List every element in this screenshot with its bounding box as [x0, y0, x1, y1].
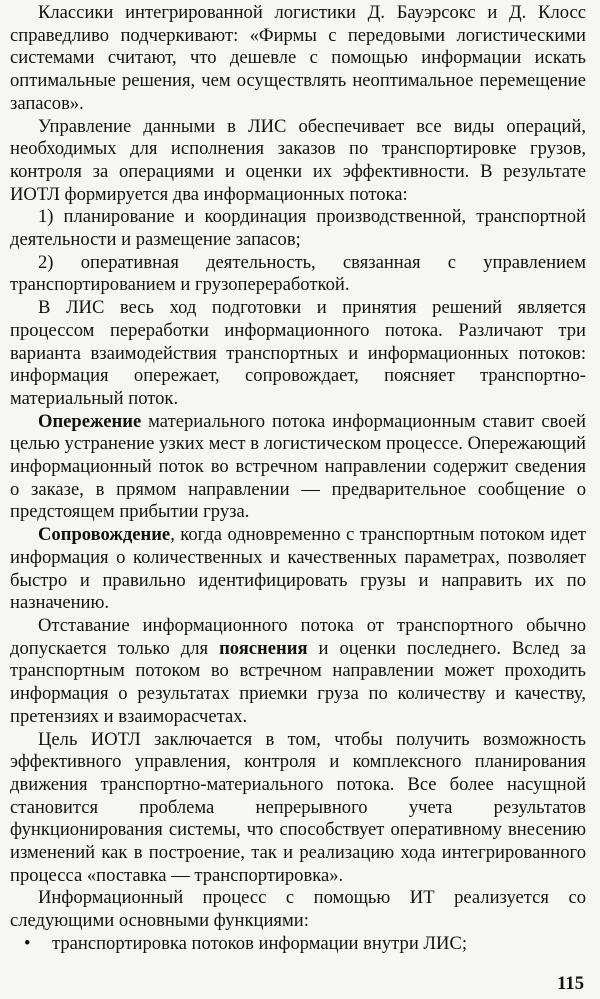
paragraph-6 — [10, 411, 586, 525]
term-opережение: Опережение — [38, 410, 142, 432]
paragraph-10: Информационный процесс с помощью ИТ реализуется со следующими основными функциями: — [10, 887, 586, 932]
paragraph-7 — [10, 524, 586, 615]
list-item-text: транспортировка потоков информации внутри ЛИС; — [52, 932, 468, 954]
bullet-mark: • — [24, 932, 31, 954]
paragraph-8 — [10, 615, 586, 729]
paragraph-7-text: , когда одновременно с транспортным потоком идет информация о количественных и качественных параметрах, позволяет быстро и правильно идентифицировать грузы и направить их по назначению. — [10, 524, 586, 614]
term-soprovozhdenie: Сопровождение — [38, 524, 171, 546]
paragraph-9: Цель ИОТЛ заключается в том, чтобы получить возможность эффективного управления, контроля и комплексного планирования движения транспортно-материального потока. Все более насущной становится проблема непрерывного учета результатов функционирования системы, что способствует оперативному внесению изменений как в построение, так и реализацию хода интегрированного процесса «поставка — транспортировка». — [10, 728, 586, 886]
paragraph-6-text: материального потока информационным ставит своей целью устранение узких мест в логистическом процессе. Опережающий информационный поток во встречном направлении содержит сведения о заказе, в прямом направлении — предварительное сообщение о предстоящем прибытии груза. — [10, 410, 586, 523]
paragraph-3: 1) планирование и координация производственной, транспортной деятельности и размещение запасов; — [10, 206, 586, 251]
paragraph-2: Управление данными в ЛИС обеспечивает все виды операций, необходимых для исполнения заказов по транспортировке грузов, контроля за операциями и оценки их эффективности. В результате ИОТЛ формируется два информационных потока: — [10, 115, 586, 205]
paragraph-1: Классики интегрированной логистики Д. Бауэрсокс и Д. Клосс справедливо подчеркивают: «Фирмы с передовыми логистическими системами считают, что дешевле с помощью информации искать оптимальные решения, чем осуществлять неоптимальное перемещение запасов». — [10, 2, 586, 114]
paragraph-8-text-a: Отставание информационного потока от транспортного обычно допускается только для — [10, 614, 586, 659]
paragraph-8-text-b: и оценки последнего. Вслед за транспортным потоком во встречном направлении может проходить информация о результатах приемки груза по количеству и качеству, претензиях и взаиморасчетах. — [10, 637, 586, 727]
paragraph-4: 2) оперативная деятельность, связанная с управлением транспортированием и грузопереработкой. — [10, 251, 586, 296]
list-item — [10, 933, 586, 956]
term-poyasnenie: пояснения — [219, 637, 308, 659]
paragraph-5: В ЛИС весь ход подготовки и принятия решений является процессом переработки информационного потока. Различают три варианта взаимодействия транспортных и информационных потоков: информация опережает, сопровождает, поясняет транспортно-материальный поток. — [10, 297, 586, 409]
page-number: 115 — [557, 973, 584, 994]
